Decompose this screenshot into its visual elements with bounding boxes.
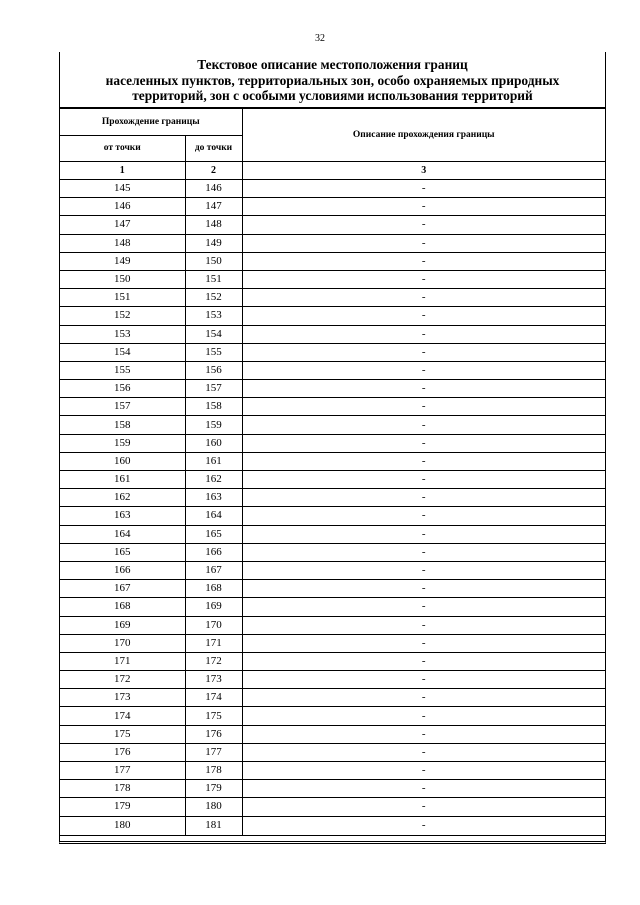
to-point-cell: 168 (185, 580, 242, 598)
table-row (60, 307, 605, 325)
to-point-cell: 166 (185, 543, 242, 561)
from-point-cell: 170 (60, 634, 185, 652)
description-cell: - (242, 270, 605, 288)
from-point-cell: 155 (60, 361, 185, 379)
table-row (60, 380, 605, 398)
from-point-cell: 175 (60, 725, 185, 743)
description-cell: - (242, 671, 605, 689)
boundary-description-frame (59, 52, 606, 844)
to-point-cell: 167 (185, 561, 242, 579)
to-point-cell: 181 (185, 816, 242, 835)
table-row (60, 598, 605, 616)
description-cell: - (242, 325, 605, 343)
to-point-cell: 150 (185, 252, 242, 270)
table-row (60, 343, 605, 361)
description-cell: - (242, 634, 605, 652)
table-row (60, 652, 605, 670)
from-point-cell: 168 (60, 598, 185, 616)
description-cell: - (242, 307, 605, 325)
from-point-cell: 150 (60, 270, 185, 288)
description-cell: - (242, 343, 605, 361)
description-cell: - (242, 652, 605, 670)
to-point-cell: 173 (185, 671, 242, 689)
description-cell: - (242, 580, 605, 598)
table-row (60, 471, 605, 489)
header-to-point: до точки (185, 136, 242, 162)
table-row (60, 798, 605, 816)
to-point-cell: 158 (185, 398, 242, 416)
description-cell: - (242, 434, 605, 452)
table-row (60, 543, 605, 561)
to-point-cell: 152 (185, 289, 242, 307)
to-point-cell: 170 (185, 616, 242, 634)
table-row (60, 270, 605, 288)
to-point-cell: 154 (185, 325, 242, 343)
from-point-cell: 165 (60, 543, 185, 561)
table-row (60, 289, 605, 307)
table-row (60, 725, 605, 743)
description-cell: - (242, 816, 605, 835)
to-point-cell: 164 (185, 507, 242, 525)
from-point-cell: 157 (60, 398, 185, 416)
from-point-cell: 178 (60, 780, 185, 798)
from-point-cell: 149 (60, 252, 185, 270)
from-point-cell: 148 (60, 234, 185, 252)
from-point-cell: 174 (60, 707, 185, 725)
description-cell: - (242, 507, 605, 525)
to-point-cell: 175 (185, 707, 242, 725)
description-cell: - (242, 398, 605, 416)
to-point-cell: 174 (185, 689, 242, 707)
description-cell: - (242, 561, 605, 579)
description-cell: - (242, 489, 605, 507)
title-line-3: территорий, зон с особыми условиями использования территорий (132, 88, 533, 103)
description-cell: - (242, 689, 605, 707)
table-row (60, 489, 605, 507)
table-row (60, 616, 605, 634)
table-row (60, 398, 605, 416)
description-cell: - (242, 289, 605, 307)
table-body (60, 180, 605, 836)
from-point-cell: 159 (60, 434, 185, 452)
description-cell: - (242, 543, 605, 561)
column-number-1: 1 (60, 162, 185, 180)
from-point-cell: 147 (60, 216, 185, 234)
to-point-cell: 159 (185, 416, 242, 434)
description-cell: - (242, 416, 605, 434)
from-point-cell: 146 (60, 198, 185, 216)
description-cell: - (242, 471, 605, 489)
title-line-1: Текстовое описание местоположения границ (197, 57, 468, 72)
description-cell: - (242, 452, 605, 470)
to-point-cell: 151 (185, 270, 242, 288)
from-point-cell: 177 (60, 762, 185, 780)
from-point-cell: 171 (60, 652, 185, 670)
from-point-cell: 158 (60, 416, 185, 434)
to-point-cell: 177 (185, 743, 242, 761)
from-point-cell: 145 (60, 180, 185, 198)
description-cell: - (242, 361, 605, 379)
table-row (60, 634, 605, 652)
from-point-cell: 162 (60, 489, 185, 507)
from-point-cell: 167 (60, 580, 185, 598)
header-description: Описание прохождения границы (242, 109, 605, 162)
from-point-cell: 156 (60, 380, 185, 398)
description-cell: - (242, 380, 605, 398)
to-point-cell: 155 (185, 343, 242, 361)
document-title (60, 52, 605, 108)
table-row (60, 743, 605, 761)
from-point-cell: 154 (60, 343, 185, 361)
from-point-cell: 151 (60, 289, 185, 307)
table-row (60, 252, 605, 270)
table-row (60, 525, 605, 543)
table-row (60, 780, 605, 798)
description-cell: - (242, 725, 605, 743)
table-row (60, 180, 605, 198)
table-row (60, 234, 605, 252)
to-point-cell: 148 (185, 216, 242, 234)
table-row (60, 816, 605, 835)
from-point-cell: 172 (60, 671, 185, 689)
to-point-cell: 163 (185, 489, 242, 507)
title-line-2: населенных пунктов, территориальных зон, особо охраняемых природных (105, 72, 560, 88)
from-point-cell: 173 (60, 689, 185, 707)
table-row (60, 689, 605, 707)
from-point-cell: 160 (60, 452, 185, 470)
table-row (60, 561, 605, 579)
to-point-cell: 178 (185, 762, 242, 780)
boundary-table (60, 108, 605, 836)
description-cell: - (242, 525, 605, 543)
from-point-cell: 164 (60, 525, 185, 543)
to-point-cell: 176 (185, 725, 242, 743)
table-row (60, 507, 605, 525)
to-point-cell: 171 (185, 634, 242, 652)
to-point-cell: 160 (185, 434, 242, 452)
to-point-cell: 169 (185, 598, 242, 616)
to-point-cell: 153 (185, 307, 242, 325)
column-number-3: 3 (242, 162, 605, 180)
description-cell: - (242, 798, 605, 816)
to-point-cell: 172 (185, 652, 242, 670)
page-number: 32 (315, 33, 325, 44)
table-row (60, 762, 605, 780)
from-point-cell: 176 (60, 743, 185, 761)
from-point-cell: 169 (60, 616, 185, 634)
from-point-cell: 180 (60, 816, 185, 835)
from-point-cell: 179 (60, 798, 185, 816)
header-from-point: от точки (60, 136, 185, 162)
to-point-cell: 149 (185, 234, 242, 252)
from-point-cell: 161 (60, 471, 185, 489)
description-cell: - (242, 743, 605, 761)
to-point-cell: 179 (185, 780, 242, 798)
to-point-cell: 180 (185, 798, 242, 816)
description-cell: - (242, 234, 605, 252)
table-row (60, 361, 605, 379)
description-cell: - (242, 180, 605, 198)
description-cell: - (242, 198, 605, 216)
to-point-cell: 161 (185, 452, 242, 470)
table-row (60, 216, 605, 234)
to-point-cell: 165 (185, 525, 242, 543)
table-row (60, 671, 605, 689)
description-cell: - (242, 707, 605, 725)
to-point-cell: 157 (185, 380, 242, 398)
to-point-cell: 156 (185, 361, 242, 379)
column-number-2: 2 (185, 162, 242, 180)
description-cell: - (242, 780, 605, 798)
description-cell: - (242, 216, 605, 234)
description-cell: - (242, 616, 605, 634)
description-cell: - (242, 598, 605, 616)
to-point-cell: 147 (185, 198, 242, 216)
description-cell: - (242, 762, 605, 780)
description-cell: - (242, 252, 605, 270)
header-boundary-passage: Прохождение границы (60, 109, 242, 136)
table-row (60, 434, 605, 452)
from-point-cell: 152 (60, 307, 185, 325)
table-row (60, 452, 605, 470)
from-point-cell: 163 (60, 507, 185, 525)
table-row (60, 580, 605, 598)
from-point-cell: 166 (60, 561, 185, 579)
from-point-cell: 153 (60, 325, 185, 343)
table-row (60, 707, 605, 725)
table-row (60, 325, 605, 343)
table-row (60, 416, 605, 434)
to-point-cell: 162 (185, 471, 242, 489)
table-row (60, 198, 605, 216)
to-point-cell: 146 (185, 180, 242, 198)
